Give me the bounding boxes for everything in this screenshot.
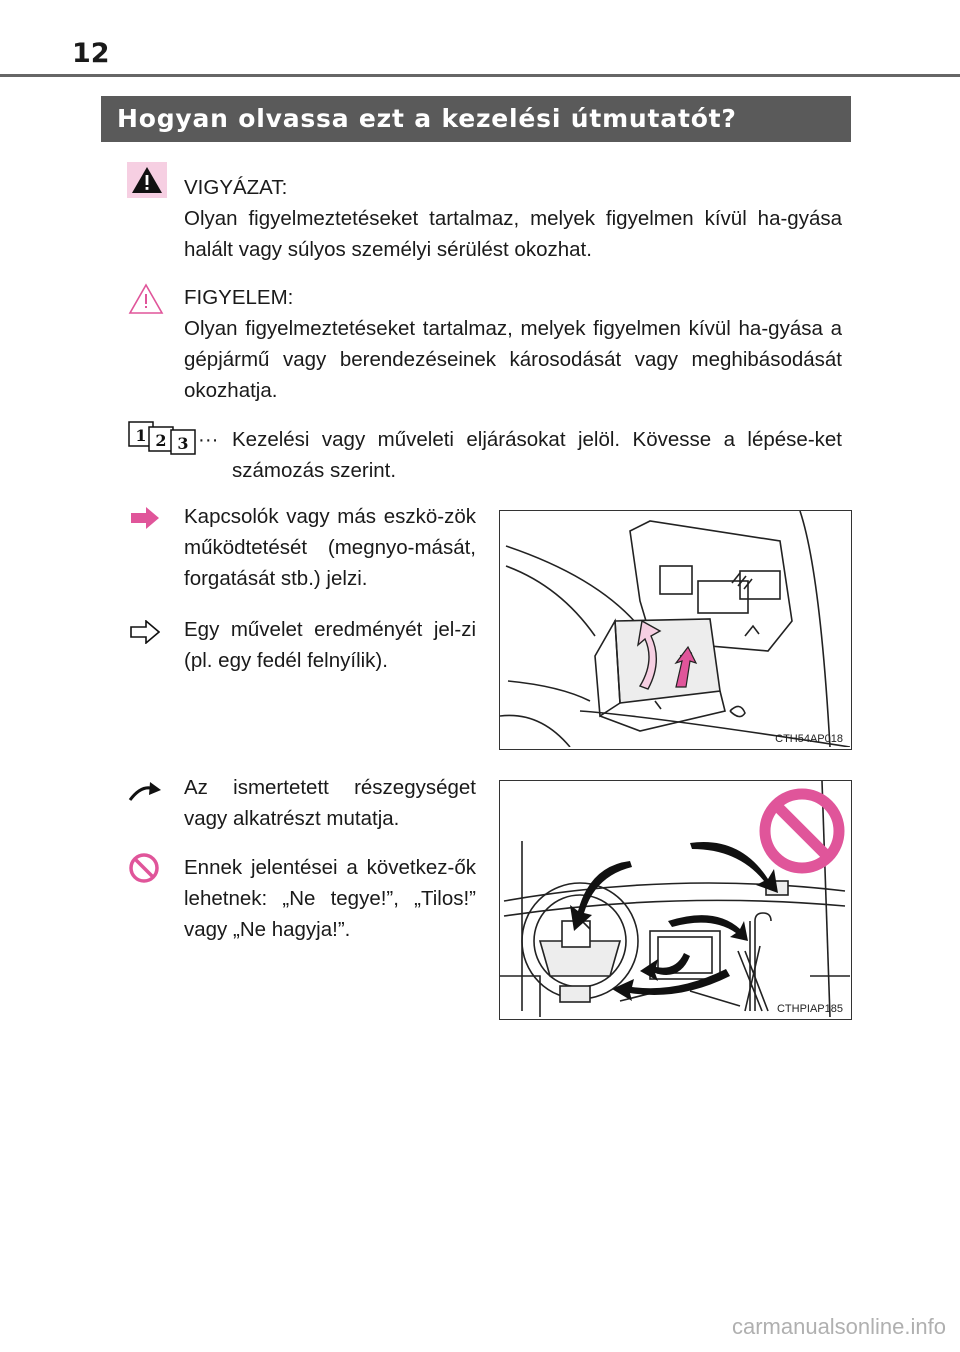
header-rule [0,74,960,77]
svg-text:1: 1 [135,426,147,445]
entry-caution [184,172,842,265]
caution-triangle-filled-icon [127,162,167,198]
entry-heading: FIGYELEM: [184,286,294,309]
step-numbers-icon [128,421,198,455]
section-title: Hogyan olvassa ezt a kezelési útmutatót? [101,96,851,142]
step-ellipsis: ··· [198,428,219,451]
figure-code: CTH54AP018 [775,733,843,745]
svg-text:2: 2 [155,431,167,450]
entry-heading: VIGYÁZAT: [184,176,288,199]
figure-code: CTHPIAP185 [776,1003,843,1015]
overhead-console-figure [499,510,852,750]
entry-pointer: Az ismertetett részegységet vagy alkatrészt mutatja. [184,776,476,830]
dashboard-prohibition-illustration [500,781,850,1017]
entry-notice [184,282,842,406]
action-arrow-filled-icon [130,506,160,530]
entry-result: Egy művelet eredményét jel-zi (pl. egy fedél felnyílik). [184,618,476,672]
dashboard-figure [499,780,852,1020]
watermark: carmanualsonline.info [731,1314,946,1339]
page-number: 12 [72,38,110,69]
entry-action: Kapcsolók vagy más eszkö-zök működtetését (megnyo-mását, forgatását stb.) jelzi. [184,505,476,590]
entry-prohibition: Ennek jelentései a következ-ők lehetnek: „Ne tegye!”, „Tilos!” vagy „Ne hagyja!”. [184,856,476,941]
pointer-arrow-icon [128,780,162,804]
result-arrow-outline-icon [130,620,160,644]
prohibition-icon [128,852,160,884]
svg-text:3: 3 [177,434,189,453]
entry-steps: Kezelési vagy műveleti eljárásokat jelöl. Kövesse a lépése-ket számozás szerint. [232,428,842,482]
entry-body: Olyan figyelmeztetéseket tartalmaz, melyek figyelmen kívül ha-gyása a gépjármű vagy berendezéseinek károsodását vagy meghibásodását okozhatja. [184,317,842,402]
overhead-console-illustration [500,511,850,747]
notice-triangle-outline-icon [127,282,165,316]
entry-body: Olyan figyelmeztetéseket tartalmaz, melyek figyelmen kívül ha-gyása halált vagy súlyos személyi sérülést okozhat. [184,207,842,261]
